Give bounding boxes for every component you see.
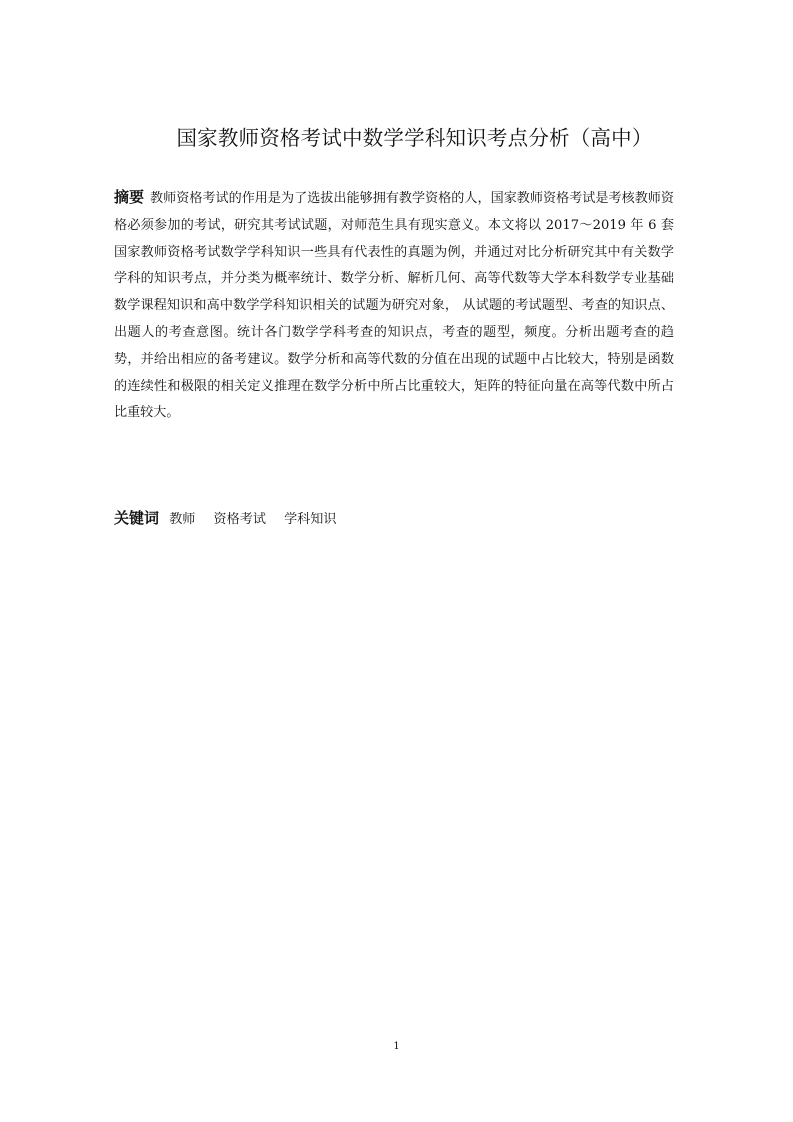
keywords-section — [114, 505, 674, 533]
abstract-section — [114, 184, 674, 427]
abstract-label: 摘要 — [114, 188, 145, 206]
abstract-text: 教师资格考试的作用是为了选拔出能够拥有教学资格的人，国家教师资格考试是考核教师资格必须参加的考试，研究其考试试题，对师范生具有现实意义。本文将以 2017～2019 年 6 套国家教师资格考试数学学科知识一些具有代表性的真题为例，并通过对比分析研究其中有关数学学科的知识考点，并分类为概率统计、数学分析、解析几何、高等代数等大学本科数学专业基础数学课程知识和高中数学学科知识相关的试题为研究对象， 从试题的考试题型、考查的知识点、出题人的考查意图。统计各门数学学科考查的知识点，考查的题型，频度。分析出题考查的趋势，并给出相应的备考建议。数学分析和高等代数的分值在出现的试题中占比较大，特别是函数的连续性和极限的相关定义推理在数学分析中所占比重较大，矩阵的特征向量在高等代数中所占比重较大。 — [114, 191, 674, 421]
page-number: 1 — [393, 1041, 400, 1052]
keyword-item: 学科知识 — [284, 512, 337, 527]
keyword-item: 教师 — [169, 512, 196, 527]
keyword-item: 资格考试 — [213, 512, 266, 527]
paper-title: 国家教师资格考试中数学学科知识考点分析（高中） — [176, 126, 653, 150]
keywords-label: 关键词 — [114, 509, 160, 527]
